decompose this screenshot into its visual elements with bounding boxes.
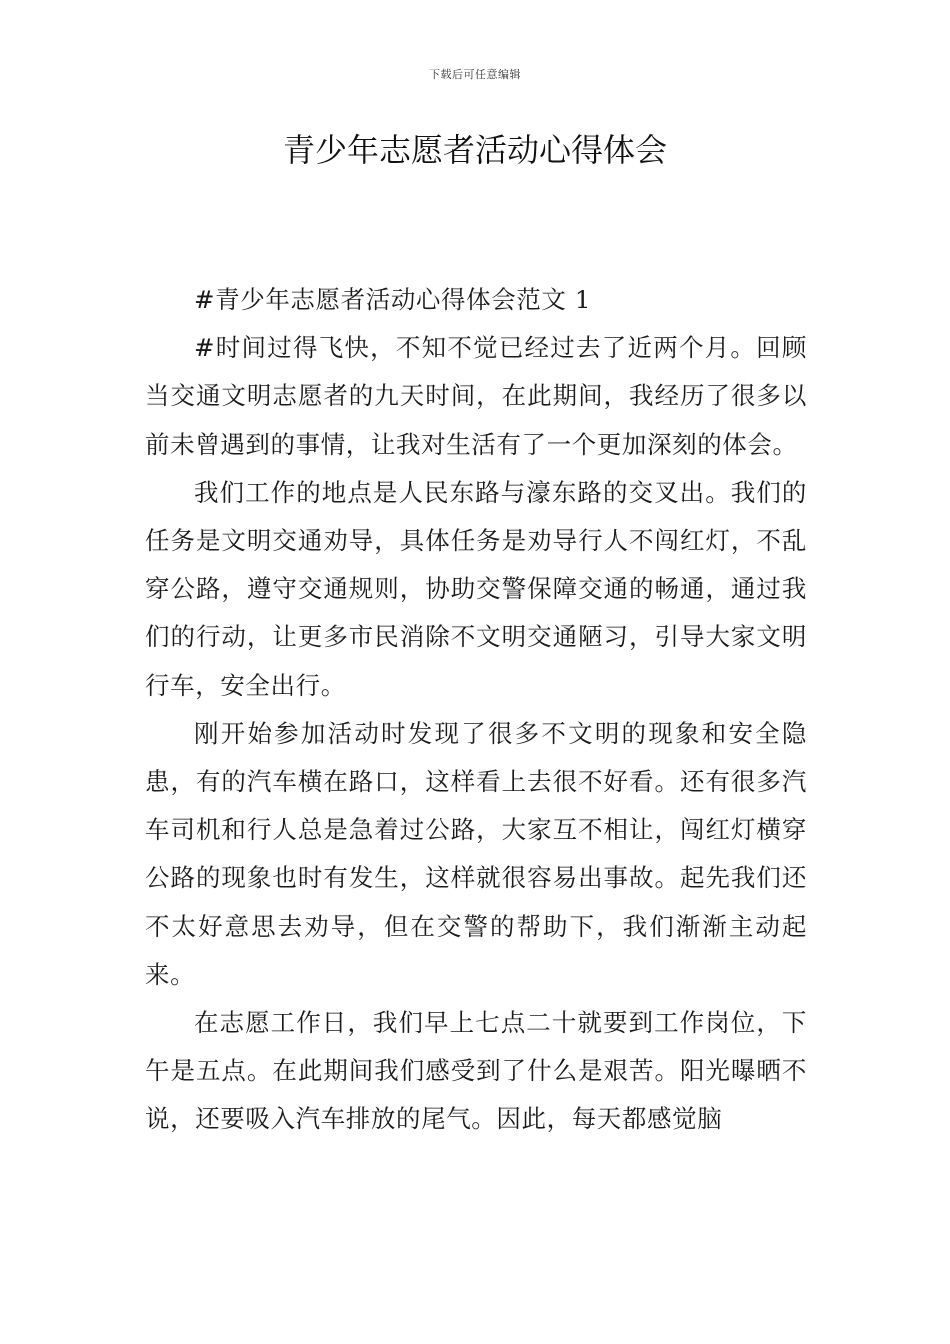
paragraph: 我们工作的地点是人民东路与濠东路的交叉出。我们的任务是文明交通劝导，具体任务是劝导行人不闯红灯，不乱穿公路，遵守交通规则，协助交警保障交通的畅通，通过我们的行动，让更多市民消除不文明交通陋习，引导大家文明行车，安全出行。 bbox=[145, 477, 807, 700]
document-title: 青少年志愿者活动心得体会 bbox=[282, 131, 667, 169]
header-note: 下载后可任意编辑 bbox=[429, 68, 521, 81]
document-body bbox=[145, 276, 807, 1144]
paragraph-heading: #青少年志愿者活动心得体会范文 1 bbox=[194, 285, 592, 314]
paragraph: 在志愿工作日，我们早上七点二十就要到工作岗位，下午是五点。在此期间我们感受到了什么是艰苦。阳光曝晒不说，还要吸入汽车排放的尾气。因此，每天都感觉脑 bbox=[145, 1008, 807, 1134]
paragraph: 刚开始参加活动时发现了很多不文明的现象和安全隐患，有的汽车横在路口，这样看上去很不好看。还有很多汽车司机和行人总是急着过公路，大家互不相让，闯红灯横穿公路的现象也时有发生，这样就很容易出事故。起先我们还不太好意思去劝导，但在交警的帮助下，我们渐渐主动起来。 bbox=[145, 718, 807, 989]
paragraph: #时间过得飞快，不知不觉已经过去了近两个月。回顾当交通文明志愿者的九天时间，在此期间，我经历了很多以前未曾遇到的事情，让我对生活有了一个更加深刻的体会。 bbox=[145, 333, 807, 459]
